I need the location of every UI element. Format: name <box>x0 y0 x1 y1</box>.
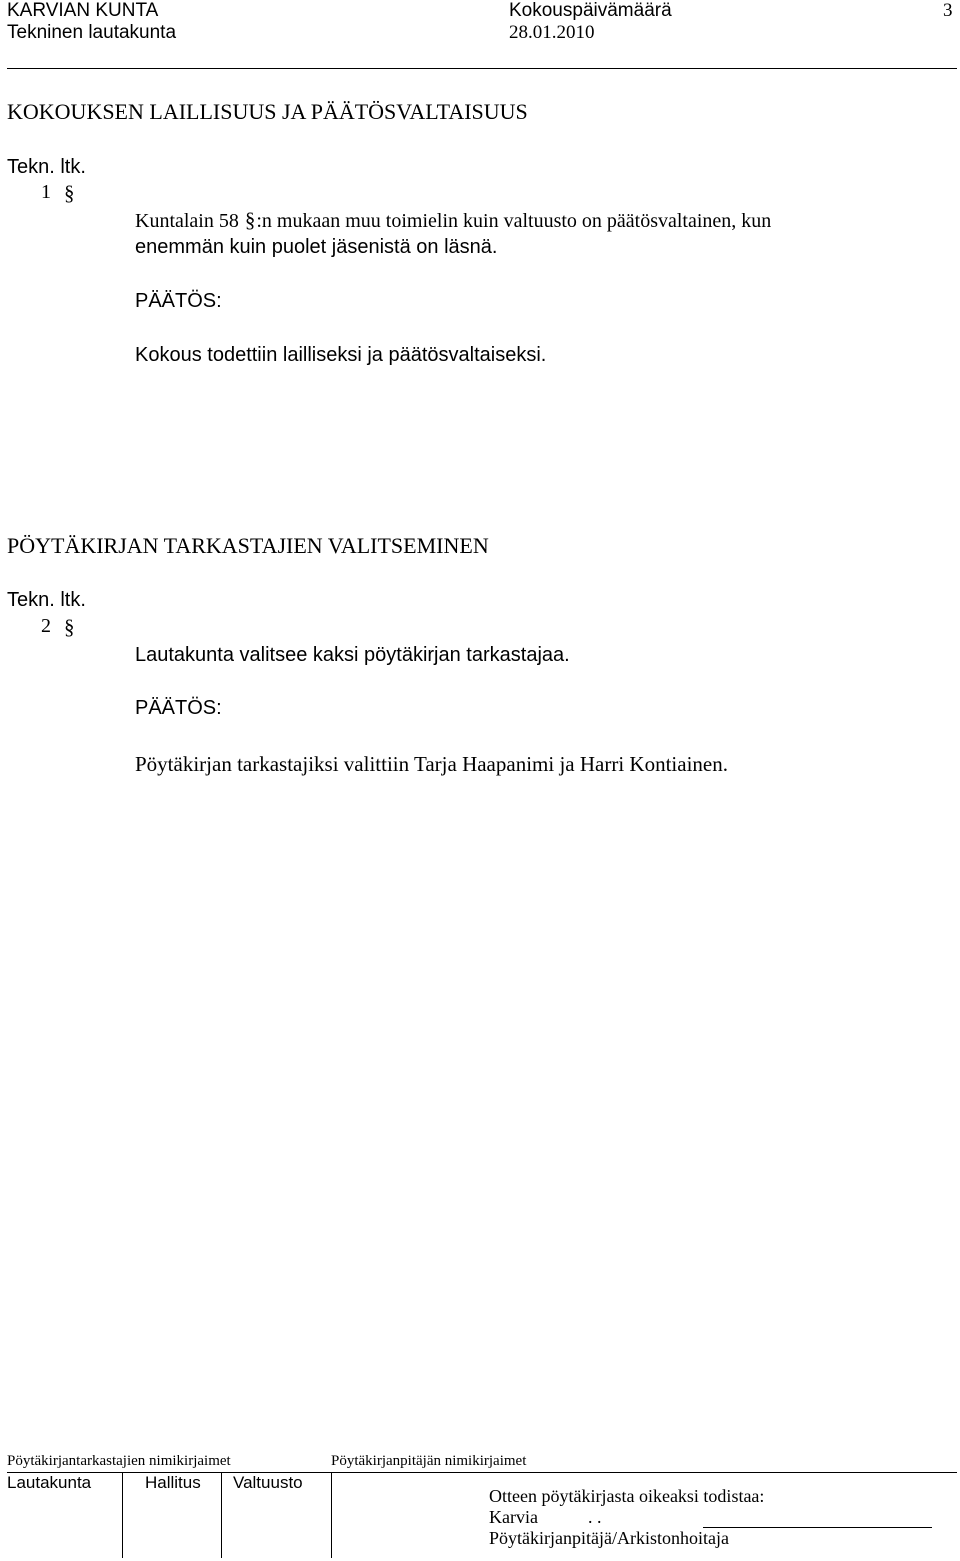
section-sign: § <box>64 181 75 205</box>
page-number: 3 <box>943 0 953 21</box>
section-number: 2 <box>41 615 51 637</box>
certification-date: . . <box>588 1507 602 1527</box>
section-title: PÖYTÄKIRJAN TARKASTAJIEN VALITSEMINEN <box>7 533 489 558</box>
certification-label: Otteen pöytäkirjasta oikeaksi todistaa: <box>489 1486 765 1506</box>
committee-abbreviation: Tekn. ltk. <box>7 156 86 178</box>
section-number: 1 <box>41 181 51 203</box>
signature-line <box>703 1527 932 1528</box>
decision-text: Kokous todettiin lailliseksi ja päätösvaltaiseksi. <box>135 344 547 366</box>
secretary-initials-label: Pöytäkirjanpitäjän nimikirjaimet <box>331 1453 527 1469</box>
section-text: Lautakunta valitsee kaksi pöytäkirjan tarkastajaa. <box>135 644 570 666</box>
section-text-line1: Kuntalain 58 §:n mukaan muu toimielin kuin valtuusto on päätösvaltainen, kun <box>135 208 772 232</box>
section-title: KOKOUKSEN LAILLISUUS JA PÄÄTÖSVALTAISUUS <box>7 99 528 124</box>
header-divider <box>7 68 957 69</box>
footer-column-divider <box>122 1472 123 1558</box>
certification-place: Karvia <box>489 1507 538 1527</box>
section-text-line2: enemmän kuin puolet jäsenistä on läsnä. <box>135 236 498 258</box>
committee-abbreviation: Tekn. ltk. <box>7 589 86 611</box>
decision-text: Pöytäkirjan tarkastajiksi valittiin Tarja Haapanimi ja Harri Kontiainen. <box>135 752 728 776</box>
footer-column-hallitus: Hallitus <box>145 1473 201 1492</box>
section-sign: § <box>64 615 75 639</box>
footer-column-divider <box>221 1472 222 1558</box>
committee-name: Tekninen lautakunta <box>7 22 177 43</box>
footer-column-valtuusto: Valtuusto <box>233 1473 303 1492</box>
decision-label: PÄÄTÖS: <box>135 697 222 719</box>
footer-column-lautakunta: Lautakunta <box>7 1473 92 1492</box>
decision-label: PÄÄTÖS: <box>135 290 222 312</box>
reviewers-initials-label: Pöytäkirjantarkastajien nimikirjaimet <box>7 1453 231 1469</box>
signer-title: Pöytäkirjanpitäjä/Arkistonhoitaja <box>489 1528 729 1548</box>
meeting-date-label: Kokouspäivämäärä <box>509 0 672 21</box>
footer-column-divider <box>331 1472 332 1558</box>
organization-name: KARVIAN KUNTA <box>7 0 159 21</box>
meeting-date: 28.01.2010 <box>509 22 595 43</box>
